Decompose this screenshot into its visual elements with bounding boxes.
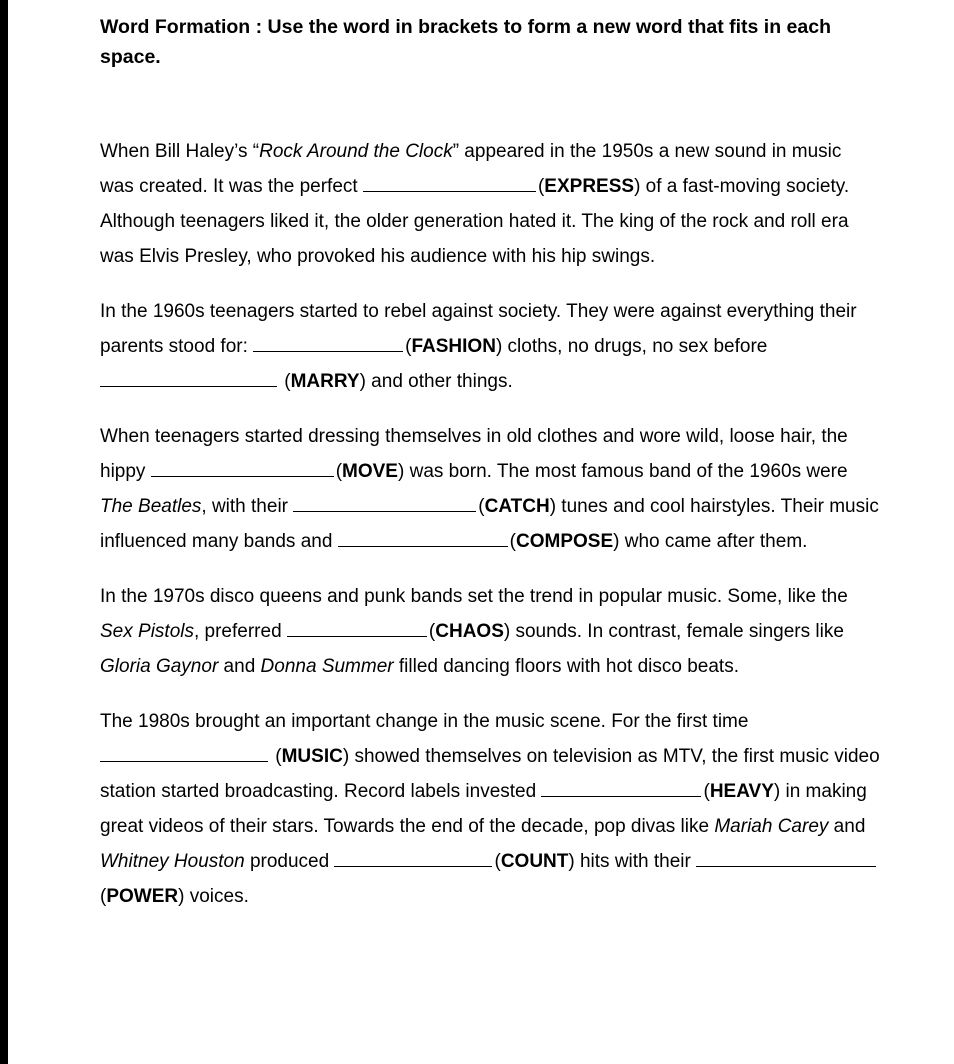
keyword: CHAOS — [435, 621, 504, 642]
paragraph-1950s — [100, 134, 935, 274]
answer-blank[interactable] — [696, 865, 876, 867]
worksheet — [100, 12, 935, 914]
text-line: was Elvis Presley, who provoked his audience with his hip swings. — [100, 246, 656, 267]
keyword: CATCH — [484, 496, 550, 517]
text-line: The Beatles, with their (CATCH) tunes and cool hairstyles. Their music — [100, 496, 879, 517]
paragraph-1980s — [100, 704, 935, 914]
text: influenced many bands and — [100, 531, 338, 552]
text: , preferred — [193, 621, 287, 642]
text-line: Although teenagers liked it, the older generation hated it. The king of the rock and roll era — [100, 211, 849, 232]
answer-blank[interactable] — [363, 190, 536, 192]
text: , with their — [201, 496, 294, 517]
text-line: (POWER) voices. — [100, 886, 249, 907]
text-line — [100, 809, 935, 844]
text: parents stood for: — [100, 336, 254, 357]
text: cloths, no drugs, no sex before — [502, 336, 768, 357]
keyword: MUSIC — [281, 746, 343, 767]
text: and — [218, 656, 261, 677]
heading-line-2: space. — [100, 46, 161, 68]
keyword: EXPRESS — [544, 176, 635, 197]
text-line: hippy (MOVE) was born. The most famous band of the 1960s were — [100, 461, 848, 482]
answer-blank[interactable] — [287, 635, 427, 637]
text-line — [100, 649, 935, 684]
text: ” appeared in the 1950s a new sound in music — [452, 141, 842, 162]
singer-name: Donna Summer — [260, 656, 394, 677]
text: and — [828, 816, 866, 837]
answer-blank[interactable] — [293, 510, 476, 512]
text: produced — [244, 851, 335, 872]
text-line: (MARRY) and other things. — [100, 364, 935, 399]
paragraph-1970s — [100, 579, 935, 684]
band-name: The Beatles — [100, 496, 202, 517]
text: When Bill Haley’s “ — [100, 141, 260, 162]
text-line: The 1980s brought an important change in the music scene. For the first time — [100, 711, 749, 732]
text: sounds. In contrast, female singers like — [510, 621, 844, 642]
keyword: FASHION — [411, 336, 496, 357]
keyword: COMPOSE — [516, 531, 614, 552]
singer-name: Whitney Houston — [100, 851, 245, 872]
text: was created. It was the perfect — [100, 176, 363, 197]
text: of a fast-moving society. — [640, 176, 850, 197]
text-line: parents stood for: (FASHION) cloths, no drugs, no sex before — [100, 336, 768, 357]
answer-blank[interactable] — [334, 865, 492, 867]
answer-blank[interactable] — [253, 350, 403, 352]
text-line: In the 1960s teenagers started to rebel against society. They were against everything their — [100, 301, 857, 322]
answer-blank[interactable] — [100, 385, 277, 387]
keyword: MOVE — [342, 461, 398, 482]
text-line: Sex Pistols, preferred (CHAOS) sounds. In contrast, female singers like — [100, 621, 844, 642]
heading-line-1: Word Formation : Use the word in brackets to form a new word that fits in each — [100, 16, 831, 38]
text-line: was created. It was the perfect (EXPRESS) of a fast-moving society. — [100, 176, 850, 197]
keyword: POWER — [106, 886, 179, 907]
answer-blank[interactable] — [338, 545, 508, 547]
instructions-heading — [100, 12, 935, 72]
song-title: Rock Around the Clock — [259, 141, 453, 162]
keyword: MARRY — [290, 371, 360, 392]
text-line — [100, 134, 935, 169]
text: filled dancing floors with hot disco beats. — [393, 656, 739, 677]
text-line: station started broadcasting. Record labels invested (HEAVY) in making — [100, 781, 867, 802]
text: showed themselves on television as MTV, the first music video — [349, 746, 880, 767]
text: tunes and cool hairstyles. Their music — [556, 496, 879, 517]
answer-blank[interactable] — [100, 760, 268, 762]
band-name: Sex Pistols — [100, 621, 194, 642]
answer-blank[interactable] — [541, 795, 701, 797]
text: great videos of their stars. Towards the end of the decade, pop divas like — [100, 816, 715, 837]
singer-name: Gloria Gaynor — [100, 656, 219, 677]
text: was born. The most famous band of the 1960s were — [404, 461, 848, 482]
text: station started broadcasting. Record labels invested — [100, 781, 542, 802]
text: hippy — [100, 461, 151, 482]
singer-name: Mariah Carey — [714, 816, 829, 837]
text-line: influenced many bands and (COMPOSE) who came after them. — [100, 531, 808, 552]
text-line: (MUSIC) showed themselves on television as MTV, the first music video — [100, 739, 935, 774]
text: in making — [780, 781, 867, 802]
keyword: HEAVY — [709, 781, 774, 802]
text: hits with their — [574, 851, 697, 872]
text-line: When teenagers started dressing themselves in old clothes and wore wild, loose hair, the — [100, 426, 848, 447]
text-line: Whitney Houston produced (COUNT) hits with their — [100, 844, 935, 879]
text: voices. — [184, 886, 249, 907]
keyword: COUNT — [500, 851, 569, 872]
paragraph-1960s-rebel — [100, 294, 935, 399]
text: and other things. — [365, 371, 513, 392]
left-edge-bar — [0, 0, 8, 1064]
paragraph-hippy — [100, 419, 935, 559]
text-line: In the 1970s disco queens and punk bands set the trend in popular music. Some, like the — [100, 586, 848, 607]
text: who came after them. — [619, 531, 808, 552]
answer-blank[interactable] — [151, 475, 334, 477]
